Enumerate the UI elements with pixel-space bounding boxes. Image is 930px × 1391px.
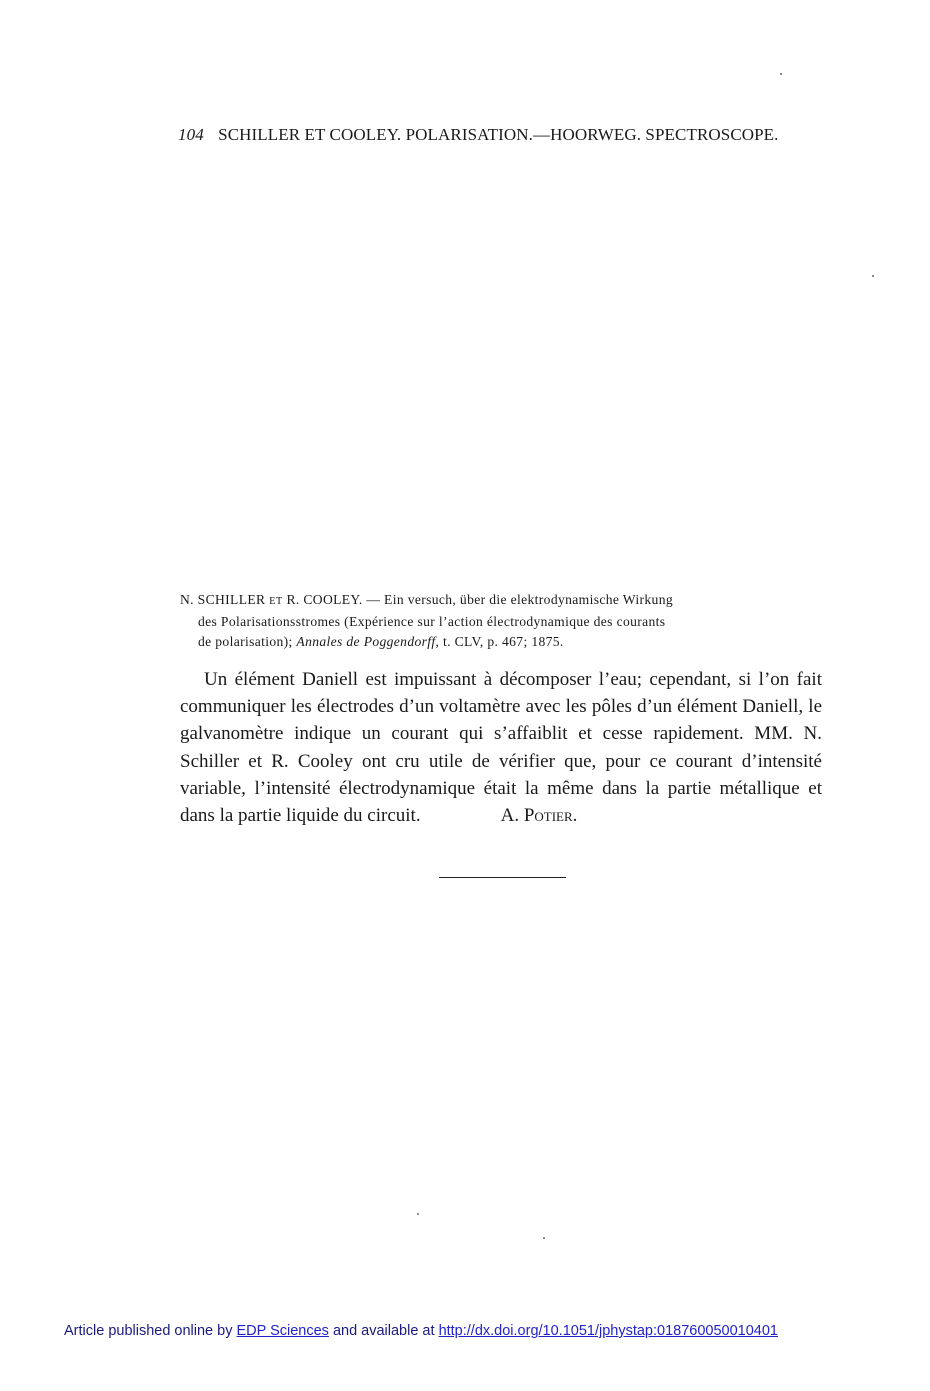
scan-speck [417, 1213, 419, 1215]
scan-speck [780, 73, 782, 75]
bibliographic-citation [180, 590, 820, 652]
running-header [178, 125, 818, 145]
author-signature [501, 805, 578, 826]
signature-initial: A. [500, 805, 520, 827]
citation-author-a: N. SCHILLER [180, 592, 266, 607]
publication-footer [64, 1323, 864, 1339]
citation-journal: Annales de Poggendorff [296, 634, 436, 649]
citation-author-b: R. COOLEY. [286, 592, 363, 607]
abstract-body [180, 666, 822, 829]
scan-speck [872, 275, 874, 277]
citation-et: ET [269, 596, 283, 607]
section-divider [439, 877, 566, 878]
scan-speck [543, 1237, 545, 1239]
footer-prefix: Article published online by [64, 1323, 237, 1339]
doi-link[interactable]: http://dx.doi.org/10.1051/jphystap:018760050010401 [438, 1323, 778, 1339]
citation-line3-end: , t. CLV, p. 467; 1875. [435, 634, 564, 649]
citation-line3 [180, 632, 820, 652]
page-number: 104 [178, 125, 204, 144]
publisher-link[interactable]: EDP Sciences [236, 1323, 329, 1339]
citation-title-line1: — Ein versuch, über die elektrodynamische Wirkung [362, 592, 673, 607]
citation-title-line2: des Polarisationsstromes (Expérience sur l’action électrodynamique des courants [198, 614, 666, 629]
citation-line3-start: de polarisation); [198, 634, 293, 649]
abstract-paragraph [180, 666, 822, 829]
signature-name: Potier. [523, 805, 578, 827]
running-title: SCHILLER ET COOLEY. POLARISATION.—HOORWEG. SPECTROSCOPE. [218, 125, 779, 144]
abstract-text: Un élément Daniell est impuissant à décomposer l’eau; cependant, si l’on fait communiquer les électrodes d’un voltamètre avec les pôles d’un élément Daniell, le galvanomètre indique un courant qui s’affaiblit et cesse rapidement. MM. N. Schiller et R. Cooley ont cru utile de vérifier que, pour ce courant d’intensité variable, l’intensité électrodynamique était la même dans la partie métallique et dans la partie liquide du circuit. [180, 669, 822, 827]
footer-middle: and available at [328, 1323, 439, 1339]
